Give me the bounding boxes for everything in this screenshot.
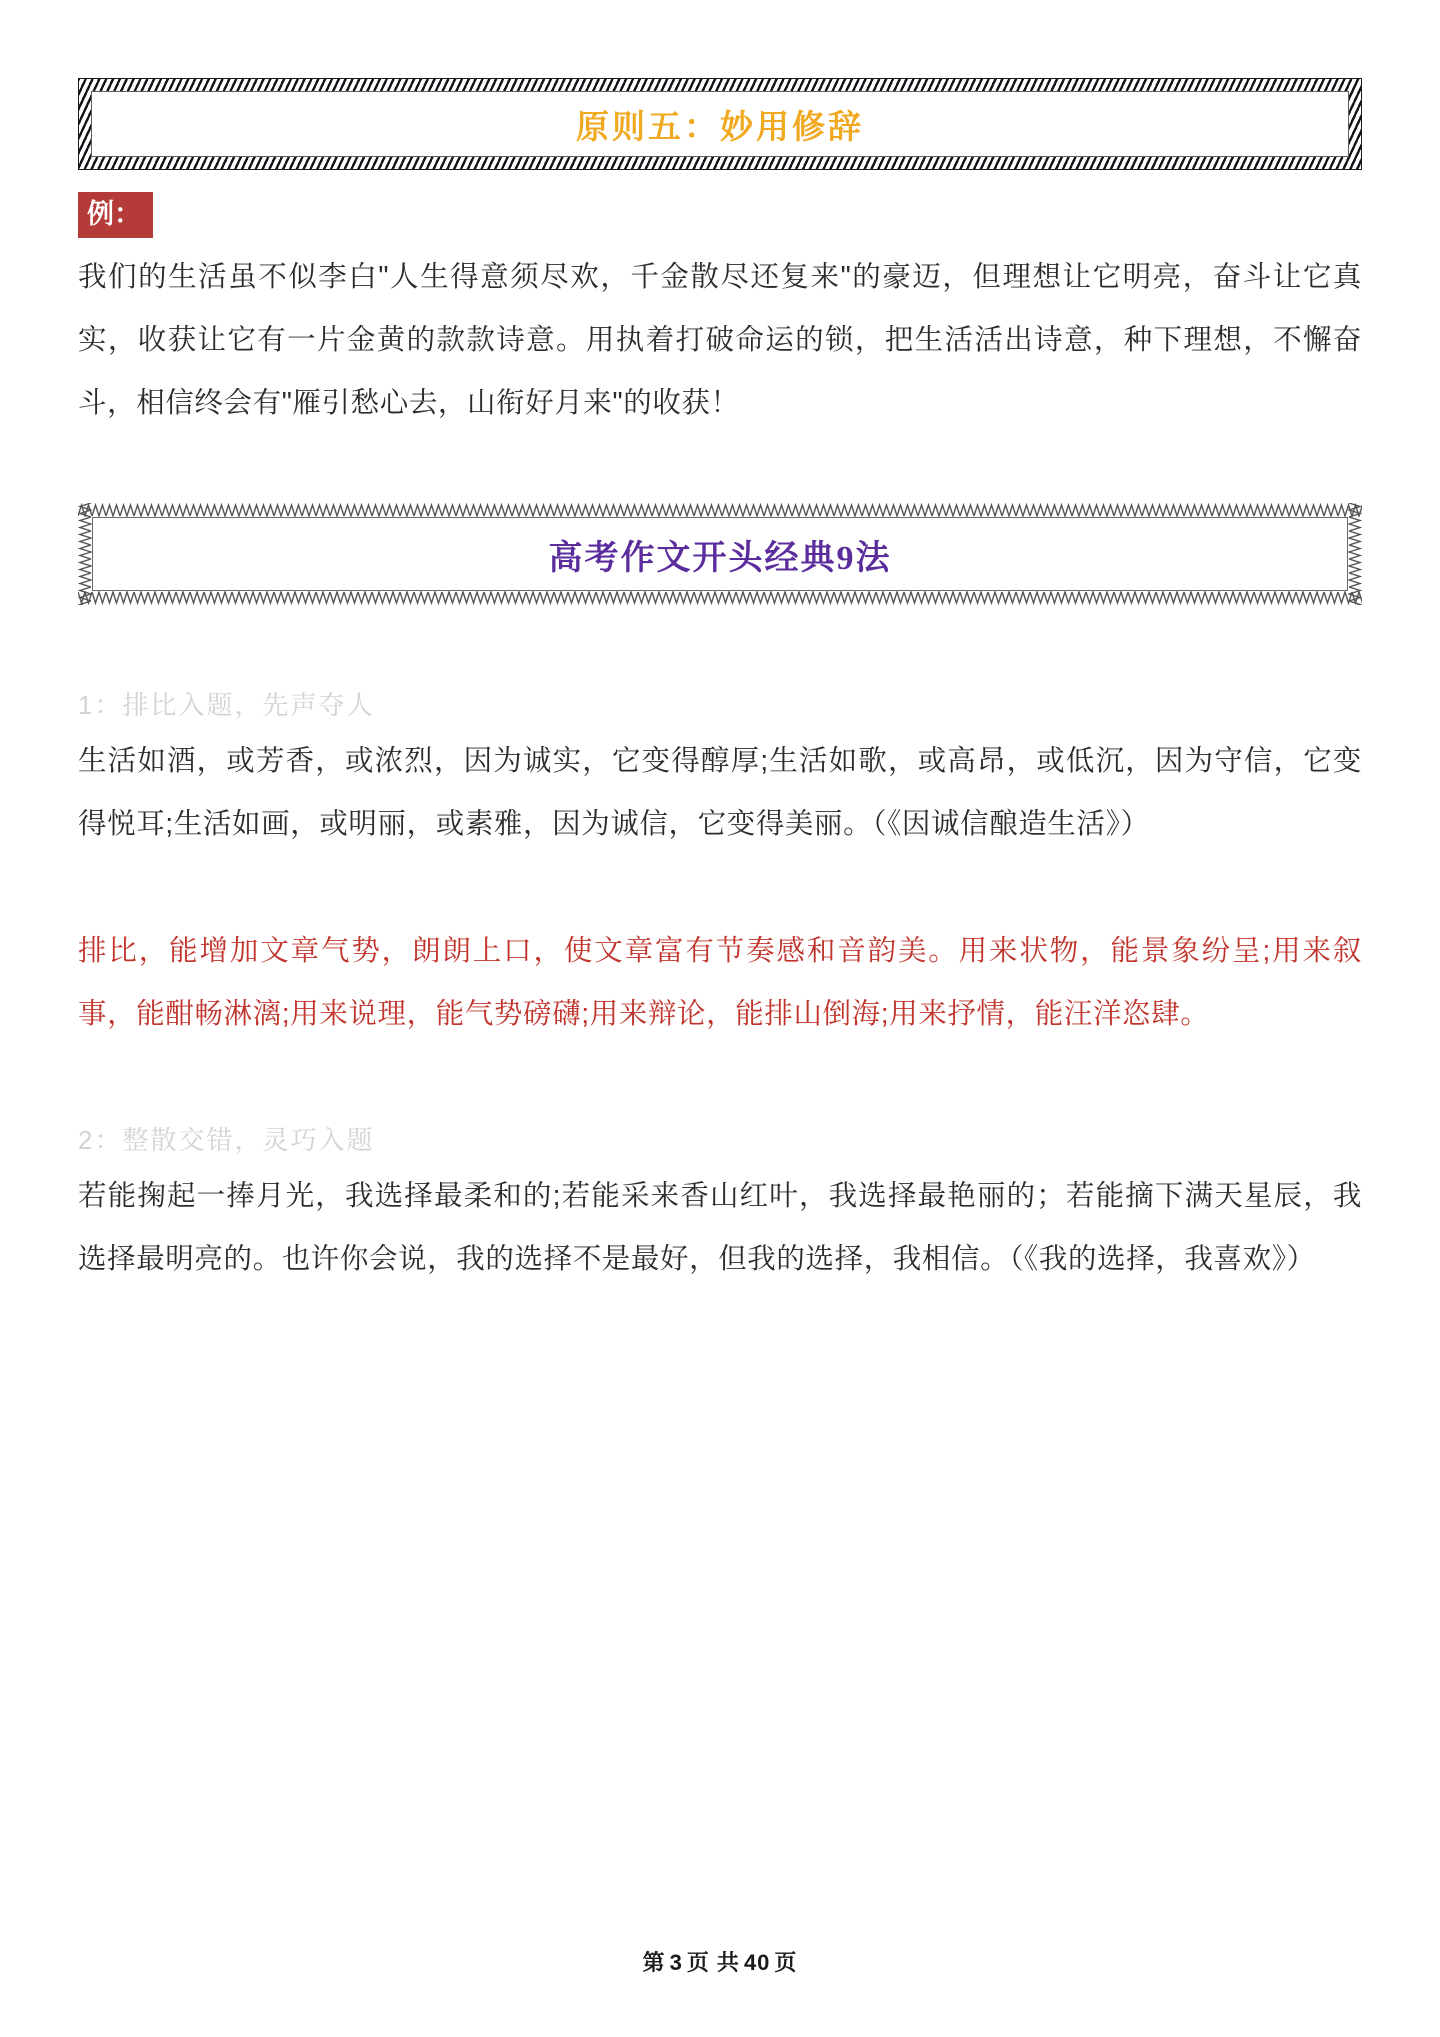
section-heading-1: 1：排比入题，先声夺人 <box>78 690 375 720</box>
chapter-title-text: 高考作文开头经典9法 <box>548 539 892 577</box>
footer-middle: 页 共 <box>686 1950 740 1975</box>
principle-title-inner <box>91 91 1349 157</box>
page-footer <box>0 1946 1440 1977</box>
chapter-title-inner <box>92 517 1348 591</box>
section-1-commentary: 排比，能增加文章气势，朗朗上口，使文章富有节奏感和音韵美。用来状物，能景象纷呈;用来叙事，能酣畅淋漓;用来说理，能气势磅礴;用来辩论，能排山倒海;用来抒情，能汪洋恣肆。 <box>78 935 1362 1030</box>
footer-total-pages: 40 <box>743 1950 771 1975</box>
zigzag-border-right <box>1348 503 1362 605</box>
section-2-example: 若能掬起一捧月光，我选择最柔和的;若能采来香山红叶，我选择最艳丽的；若能摘下满天星辰，我选择最明亮的。也许你会说，我的选择不是最好，但我的选择，我相信。（《我的选择，我喜欢》） <box>78 1180 1362 1275</box>
footer-current-page: 3 <box>669 1950 683 1975</box>
example-badge-row <box>78 192 1362 238</box>
example-badge: 例： <box>78 192 153 238</box>
section-1-example: 生活如酒，或芳香，或浓烈，因为诚实，它变得醇厚;生活如歌，或高昂，或低沉，因为守信，它变得悦耳;生活如画，或明丽，或素雅，因为诚信，它变得美丽。（《因诚信酿造生活》） <box>78 745 1362 840</box>
principle-title-box <box>78 78 1362 170</box>
section-1-gap <box>78 856 1362 912</box>
chapter-title-box <box>78 503 1362 605</box>
zigzag-border-left <box>78 503 92 605</box>
section-heading-2: 2：整散交错，灵巧入题 <box>78 1125 375 1155</box>
zigzag-border-bottom <box>78 591 1362 605</box>
example-paragraph: 我们的生活虽不似李白"人生得意须尽欢，千金散尽还复来"的豪迈，但理想让它明亮，奋斗让它真实，收获让它有一片金黄的款款诗意。用执着打破命运的锁，把生活活出诗意，种下理想，不懈奋斗，相信终会有"雁引愁心去，山衔好月来"的收获！ <box>78 261 1362 419</box>
footer-prefix: 第 <box>642 1950 666 1975</box>
footer-suffix: 页 <box>774 1950 798 1975</box>
principle-title-text: 原则五：妙用修辞 <box>576 107 864 145</box>
zigzag-border-top <box>78 503 1362 517</box>
